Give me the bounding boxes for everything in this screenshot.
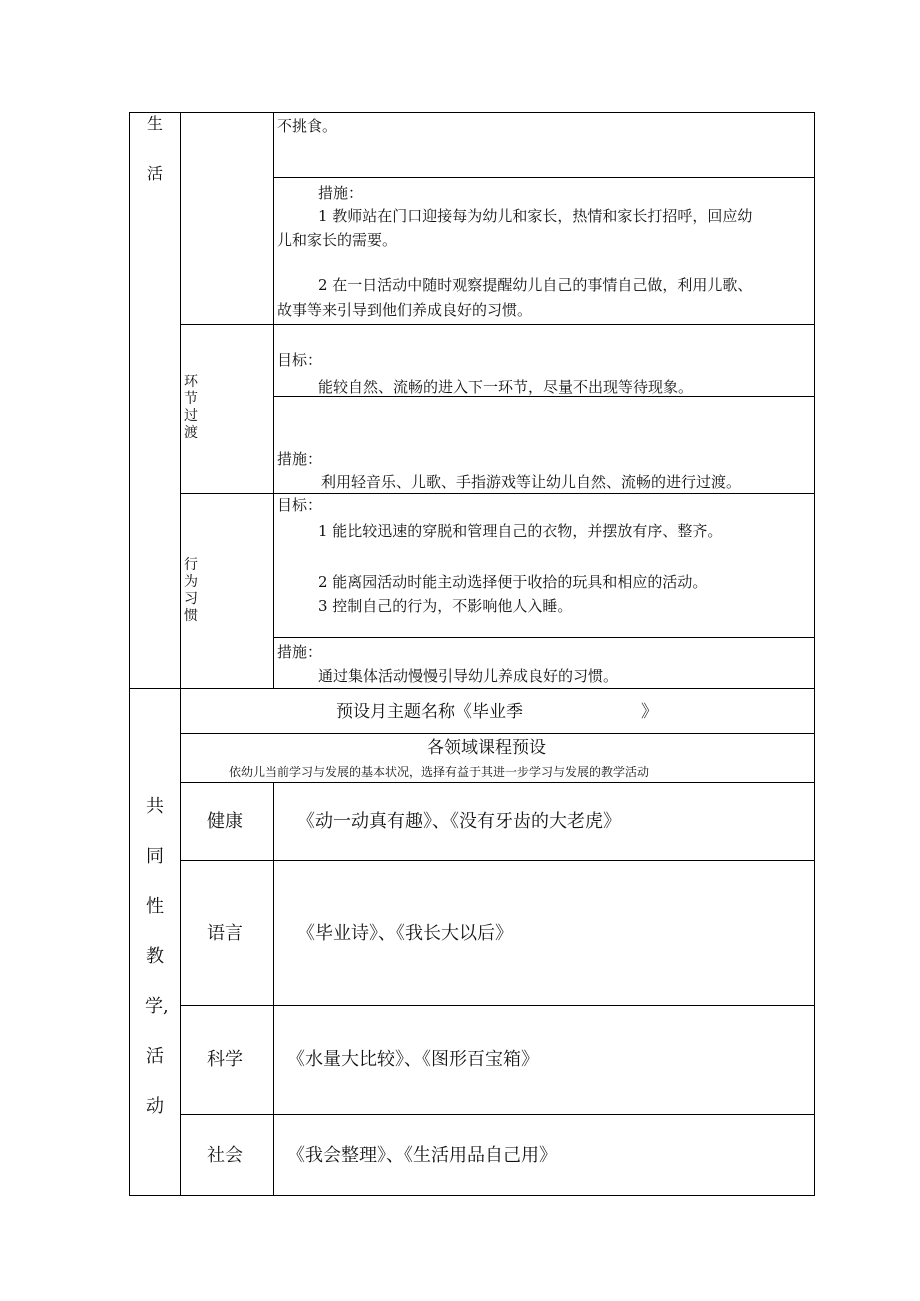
grid-line — [129, 688, 815, 689]
domain-name-health: 健康 — [207, 811, 243, 832]
grid-line — [180, 324, 815, 325]
transition-measure-label: 措施： — [277, 450, 323, 468]
domain-name-social: 社会 — [207, 1145, 243, 1166]
curriculum-title: 各领域课程预设 — [427, 738, 546, 758]
domain-name-language: 语言 — [207, 923, 243, 944]
transition-measure-text: 利用轻音乐、儿歌、手指游戏等让幼儿自然、流畅的进行过渡。 — [321, 473, 742, 491]
grid-line — [180, 733, 815, 734]
behavior-measure-label: 措施： — [277, 643, 323, 661]
common-label-char-3: 性 — [146, 896, 164, 917]
common-label-char-4: 教 — [146, 946, 164, 967]
grid-line — [129, 112, 815, 113]
common-label-char-1: 共 — [146, 796, 164, 817]
domain-name-science: 科学 — [207, 1049, 243, 1070]
behavior-measure-text: 通过集体活动慢慢引导幼儿养成良好的习惯。 — [318, 667, 619, 685]
domain-content-social: 《我会整理》、《生活用品自己用》 — [287, 1145, 557, 1166]
domain-content-language: 《毕业诗》、《我长大以后》 — [297, 923, 513, 944]
life-label-char-1: 生 — [147, 114, 164, 133]
theme-title: 预设月主题名称《毕业季 — [336, 702, 523, 722]
behavior-goal-item-3: 3 控制自己的行为，不影响他人入睡。 — [318, 597, 573, 615]
grid-line — [273, 112, 274, 688]
domain-content-science: 《水量大比较》、《图形百宝箱》 — [287, 1049, 539, 1070]
common-label-char-7: 动 — [146, 1096, 164, 1117]
grid-line — [180, 1005, 815, 1006]
grid-line — [129, 112, 130, 1195]
grid-line — [129, 1195, 815, 1196]
theme-title-close: 》 — [641, 702, 658, 722]
curriculum-subtitle: 依幼儿当前学习与发展的基本状况，选择有益于其进一步学习与发展的教学活动 — [229, 765, 650, 779]
grid-line — [273, 177, 815, 178]
grid-line — [180, 493, 815, 494]
measure-item-2-line-1: 2 在一日活动中随时观察提醒幼儿自己的事情自己做，利用儿歌、 — [318, 276, 753, 294]
transition-goal-text: 能较自然、流畅的进入下一环节，尽量不出现等待现象。 — [318, 378, 694, 396]
grid-line — [273, 782, 274, 1195]
common-section-label — [143, 795, 167, 1145]
grid-line — [273, 637, 815, 638]
common-label-char-5: 学, — [145, 996, 169, 1017]
domain-content-health: 《动一动真有趣》、《没有牙齿的大老虎》 — [297, 811, 621, 832]
transition-label: 环节过渡 — [184, 374, 198, 441]
grid-line — [180, 112, 181, 1195]
grid-line — [814, 112, 815, 1195]
grid-line — [180, 782, 815, 783]
measure-item-1-line-2: 儿和家长的需要。 — [277, 231, 398, 249]
grid-line — [180, 1114, 815, 1115]
measure-item-2-line-2: 故事等来引导到他们养成良好的习惯。 — [277, 301, 533, 319]
life-label-char-2: 活 — [147, 164, 164, 183]
behavior-goal-label: 目标： — [277, 496, 323, 514]
grid-line — [180, 860, 815, 861]
row1-text: 不挑食。 — [277, 117, 338, 135]
common-label-char-6: 活 — [146, 1046, 164, 1067]
common-label-char-2: 同 — [146, 846, 164, 867]
behavior-goal-item-2: 2 能离园活动时能主动选择便于收拾的玩具和相应的活动。 — [318, 573, 708, 591]
transition-goal-label: 目标： — [277, 351, 323, 369]
measure-item-1-line-1: 1 教师站在门口迎接每为幼儿和家长，热情和家长打招呼，回应幼 — [318, 207, 753, 225]
behavior-goal-item-1: 1 能比较迅速的穿脱和管理自己的衣物，并摆放有序、整齐。 — [318, 522, 723, 540]
behavior-label: 行为习惯 — [184, 557, 198, 624]
measure-label: 措施： — [318, 184, 364, 202]
